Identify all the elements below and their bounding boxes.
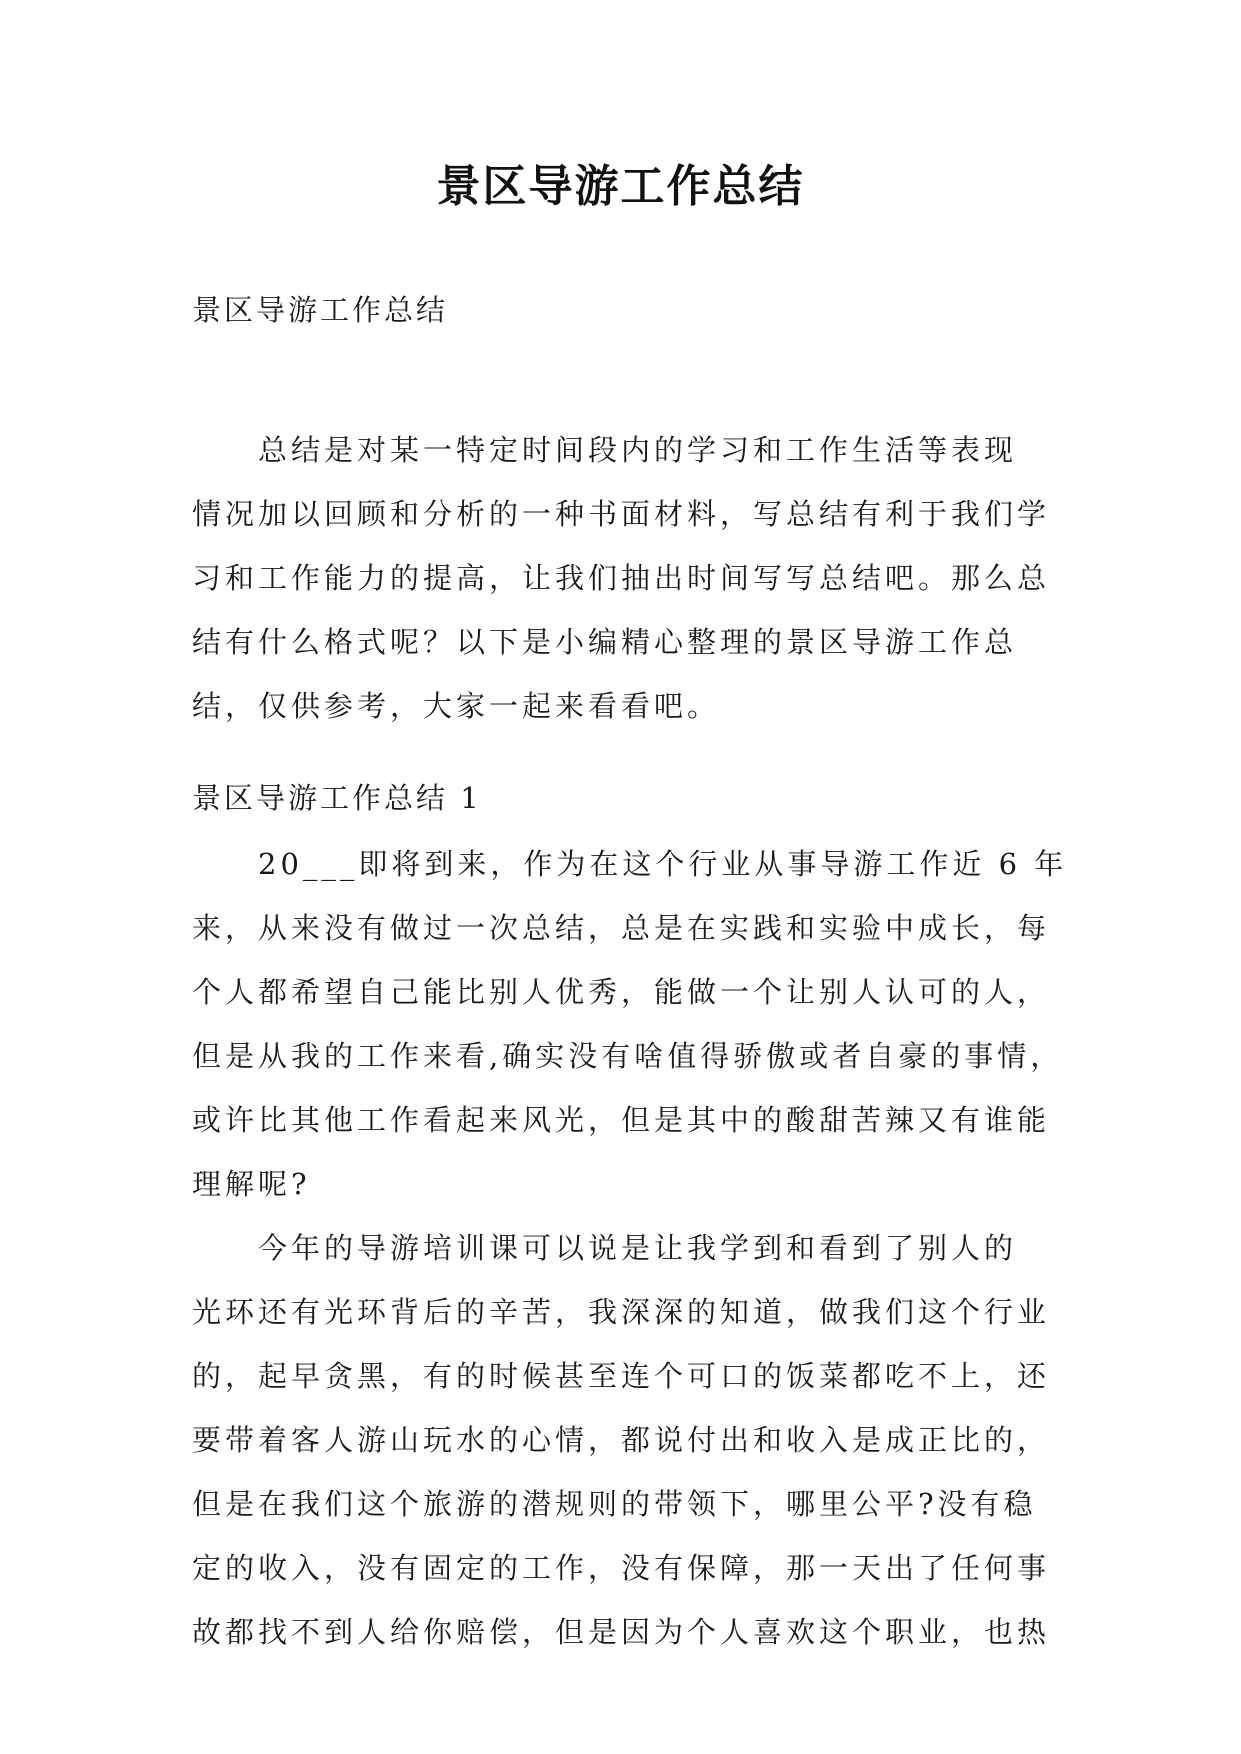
intro-line: 习和工作能力的提高，让我们抽出时间写写总结吧。那么总: [192, 561, 1051, 595]
document-title: 景区导游工作总结: [436, 161, 805, 212]
intro-line: 结有什么格式呢？以下是小编精心整理的景区导游工作总: [192, 625, 1018, 659]
paragraph-line: 的，起早贪黑，有的时候甚至连个可口的饭菜都吃不上，还: [192, 1359, 1051, 1393]
intro-line: 情况加以回顾和分析的一种书面材料，写总结有利于我们学: [192, 497, 1051, 531]
body-paragraph-2: [192, 1216, 1057, 1664]
paragraph-line: 故都找不到人给你赔偿，但是因为个人喜欢这个职业，也热: [192, 1615, 1051, 1649]
paragraph-line: 要带着客人游山玩水的心情，都说付出和收入是成正比的，: [192, 1423, 1051, 1457]
document-body: [192, 290, 1068, 1664]
intro-line: 总结是对某一特定时间段内的学习和工作生活等表现: [258, 433, 1018, 467]
paragraph-line: 来，从来没有做过一次总结，总是在实践和实验中成长，每: [192, 911, 1051, 945]
paragraph-line: 光环还有光环背后的辛苦，我深深的知道，做我们这个行业: [192, 1295, 1051, 1329]
paragraph-line: 今年的导游培训课可以说是让我学到和看到了别人的: [258, 1231, 1018, 1265]
paragraph-line: 定的收入，没有固定的工作，没有保障，那一天出了任何事: [192, 1551, 1051, 1585]
paragraph-line: 但是在我们这个旅游的潜规则的带领下，哪里公平?没有稳: [192, 1487, 1037, 1521]
section-heading: 景区导游工作总结 1: [192, 781, 482, 815]
paragraph-line: 但是从我的工作来看,确实没有啥值得骄傲或者自豪的事情，: [192, 1039, 1064, 1073]
intro-paragraph: [192, 418, 1057, 738]
document-subtitle: 景区导游工作总结: [192, 293, 449, 327]
paragraph-line: 或许比其他工作看起来风光，但是其中的酸甜苦辣又有谁能: [192, 1103, 1051, 1137]
body-paragraph-1: [192, 832, 1068, 1216]
paragraph-line: 个人都希望自己能比别人优秀，能做一个让别人认可的人，: [192, 975, 1051, 1009]
intro-line: 结，仅供参考，大家一起来看看吧。: [192, 689, 721, 723]
paragraph-line: 理解呢?: [192, 1167, 311, 1201]
paragraph-line: 20___即将到来，作为在这个行业从事导游工作近 6 年: [258, 847, 1068, 881]
